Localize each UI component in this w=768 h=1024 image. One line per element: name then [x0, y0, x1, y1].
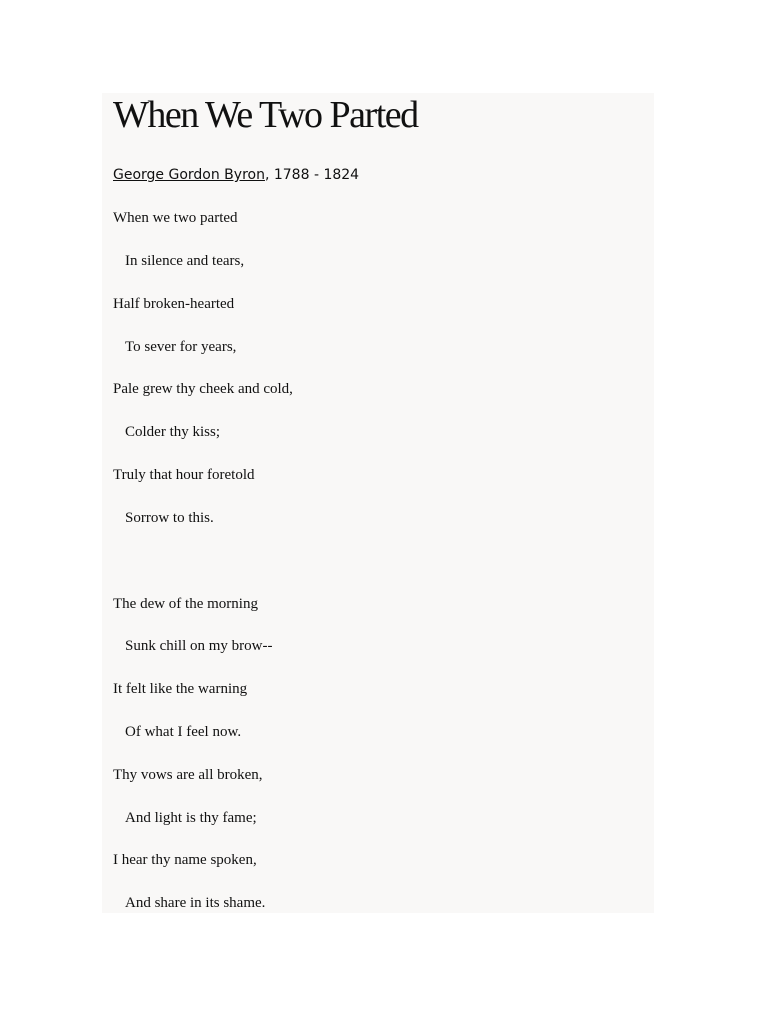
poem-line: In silence and tears, — [125, 253, 245, 269]
poem-title: When We Two Parted — [113, 94, 418, 136]
poem-line: Pale grew thy cheek and cold, — [113, 381, 293, 397]
poem-line: When we two parted — [113, 210, 238, 226]
poem-line: Sorrow to this. — [125, 510, 214, 526]
poem-line: It felt like the warning — [113, 681, 248, 697]
poem-line: Truly that hour foretold — [113, 467, 255, 483]
byline — [113, 165, 359, 185]
poem-line: Half broken-hearted — [113, 296, 235, 312]
poem-line: Thy vows are all broken, — [113, 767, 263, 783]
poem-line: And light is thy fame; — [125, 810, 257, 826]
poem-line: Sunk chill on my brow-- — [125, 638, 273, 654]
author-dates: , 1788 - 1824 — [264, 167, 360, 183]
poem-line: Of what I feel now. — [125, 724, 242, 740]
poem-line: The dew of the morning — [113, 596, 258, 612]
poem-line: Colder thy kiss; — [125, 424, 221, 440]
author-link[interactable]: George Gordon Byron — [113, 167, 265, 183]
poem-line: To sever for years, — [125, 339, 237, 355]
poem-line: And share in its shame. — [125, 895, 266, 911]
poem-line: I hear thy name spoken, — [113, 852, 257, 868]
